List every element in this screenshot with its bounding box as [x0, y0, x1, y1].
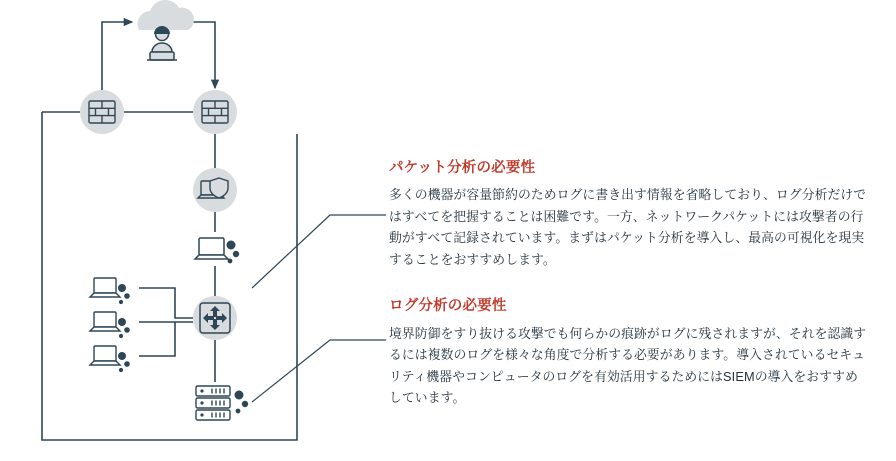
node-client-1 [90, 278, 130, 304]
node-server-rack [196, 386, 248, 420]
node-firewall-inner [193, 90, 237, 134]
packet-analysis-body: 多くの機器が容量節約のためログに書き出す情報を省略しており、ログ分析だけではすべてを把握することは困難です。一方、ネットワークパケットには攻撃者の行動がすべて記録されています。まずはパケット分析を導入し、最高の可視化を現実することをおすすめします。 [389, 187, 867, 267]
node-client-2 [90, 312, 130, 338]
node-compromised-laptop [195, 238, 239, 263]
node-firewall-outer [80, 90, 124, 134]
log-analysis-body: 境界防御をすり抜ける攻撃でも何らかの痕跡がログに残されますが、それを認識するには複数のログを様々な角度で分析する必要があります。導入されているセキュリティ機器やコンピュータのログを有効活用するためにはSIEMの導入をおすすめしています。 [389, 325, 867, 406]
packet-analysis-heading: パケット分析の必要性 [389, 160, 536, 176]
log-analysis-heading: ログ分析の必要性 [389, 298, 507, 315]
node-client-3 [90, 346, 130, 372]
callout-text-panel [389, 160, 869, 409]
node-attacker-cloud [138, 0, 194, 60]
callout-leader-lines [252, 215, 386, 402]
diagram-connectors [42, 22, 297, 440]
log-analysis-block [389, 298, 869, 408]
packet-analysis-block [389, 160, 869, 270]
node-network-switch [193, 296, 237, 340]
node-endpoint-protection [193, 168, 237, 212]
